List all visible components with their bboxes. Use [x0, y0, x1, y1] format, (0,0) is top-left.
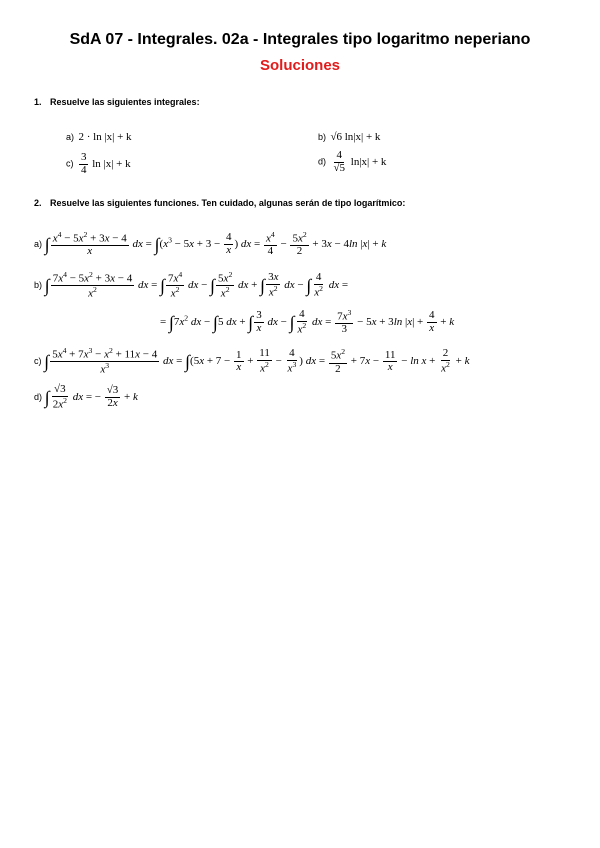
exercise-1a: a) 2 · ln |x| + k	[66, 131, 132, 143]
exercise-2d: d) ∫ $\frac{√3}{2x^2}$ dx = − $\frac{√3}{2x}$ + k	[34, 383, 138, 411]
section-1-heading: 1. Resuelve las siguientes integrales:	[34, 97, 200, 107]
answer-1b: √6 ln|x| + k	[330, 131, 381, 143]
exercise-1c: c) $\frac{3}{4}$ ln |x| + k	[66, 151, 131, 176]
exercise-2a: a) ∫ $\frac{x^4 - 5x^2 + 3x - 4}{x}$ dx = $\int(x^3 - 5x + 3$ − $\frac{4}{x}$ ) dx = $\frac{x^4}{4}$ − $\frac{5x^2}{2}$ + 3x − 4ln |x| + k	[34, 230, 387, 258]
answer-1d: ln|x| + k	[350, 155, 387, 168]
answer-1a: 2 · ln |x| + k	[78, 131, 132, 143]
exercise-2b: b) ∫ $\frac{7x^4 - 5x^2 + 3x - 4}{x^2}$ dx = ∫ $\frac{7x^4}{x^2}$ dx − ∫ $\frac{5x^2}{x^2}$ dx + ∫ $\frac{3x}{x^2}$ dx − ∫ $\frac{4}{x^2}$ dx =	[34, 270, 349, 300]
exercise-2c: c) ∫ $\frac{5x^4 + 7x^3 - x^2 + 11x - 4}{x^3}$ dx = ∫(5x + 7 − $\frac{1}{x}$ + $\frac{11}{x^2}$ − $\frac{4}{x^3}$ ) dx = $\frac{5x^2}{2}$ + 7x − $\frac{11}{x}$ − ln x + $\frac{2}{x^2}$ + k	[34, 346, 470, 376]
exercise-2b-continued: = $\int 7x^2$ dx − ∫5 dx + ∫ $\frac{3}{x}$ dx − ∫ $\frac{4}{x^2}$ dx = $\frac{7x^3}{3}$ − 5x + 3ln |x| + $\frac{4}{x}$ + k	[160, 308, 455, 336]
section-2-heading: 2. Resuelve las siguientes funciones. Ten cuidado, algunas serán de tipo logarítmico:	[34, 198, 406, 208]
exercise-1b: b) √6 ln|x| + k	[318, 131, 381, 143]
page-subtitle: Soluciones	[259, 57, 341, 74]
page-title: SdA 07 - Integrales. 02a - Integrales tipo logaritmo neperiano	[69, 31, 531, 48]
exercise-1d: d) $\frac{4}{√5}$ ln|x| + k	[318, 149, 387, 174]
answer-1c: ln |x| + k	[92, 157, 131, 170]
